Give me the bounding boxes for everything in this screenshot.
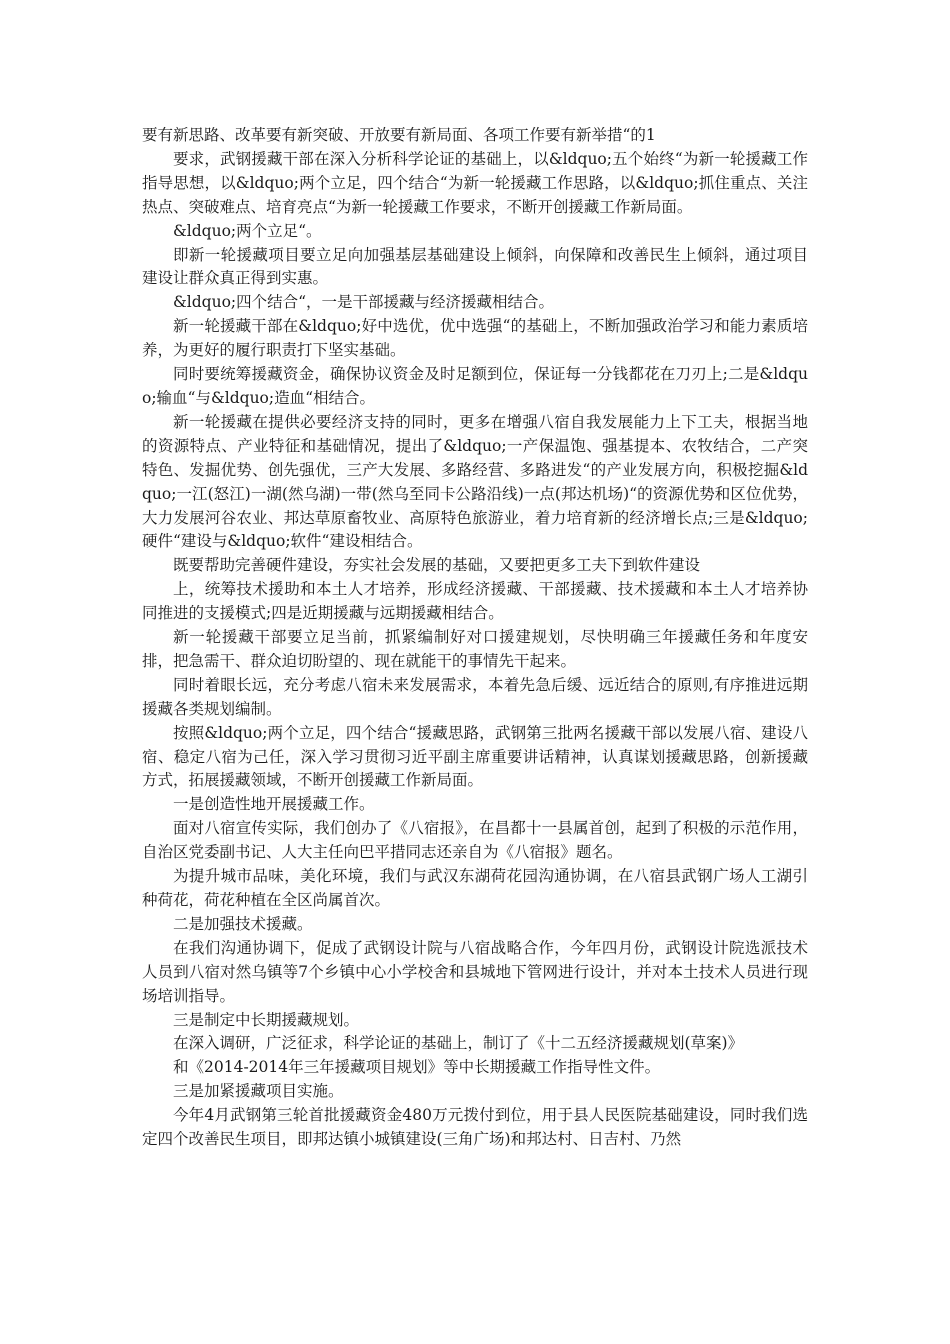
paragraph: 按照&ldquo;两个立足，四个结合“援藏思路，武钢第三批两名援藏干部以发展八宿、建设八宿、稳定八宿为己任，深入学习贯彻习近平副主席重要讲话精神，认真谋划援藏思路，创新援藏方式，拓展援藏领域，不断开创援藏工作新局面。 [142,723,808,790]
document-body [142,124,808,1152]
paragraph: 新一轮援藏在提供必要经济支持的同时，更多在增强八宿自我发展能力上下工夫，根据当地的资源特点、产业特征和基础情况，提出了&ldquo;一产保温饱、强基提本、农牧结合，二产突特色、发掘优势、创先强优，三产大发展、多路经营、多路进发“的产业发展方向，积极挖掘&ldquo;一江(怒江)一湖(然乌湖)一带(然乌至同卡公路沿线)一点(邦达机场)“的资源优势和区位优势，大力发展河谷农业、邦达草原畜牧业、高原特色旅游业，着力培育新的经济增长点;三是&ldquo;硬件“建设与&ldquo;软件“建设相结合。 [142,412,808,551]
paragraph: 为提升城市品味，美化环境，我们与武汉东湖荷花园沟通协调，在八宿县武钢广场人工湖引种荷花，荷花种植在全区尚属首次。 [142,867,808,909]
paragraph: 同时着眼长远，充分考虑八宿未来发展需求，本着先急后缓、远近结合的原则,有序推进远期援藏各类规划编制。 [142,675,808,718]
paragraph: &ldquo;四个结合“，一是干部援藏与经济援藏相结合。 [173,293,555,312]
paragraph: 在深入调研，广泛征求，科学论证的基础上，制订了《十二五经济援藏规划(草案)》 [173,1034,744,1053]
paragraph: 在我们沟通协调下，促成了武钢设计院与八宿战略合作，今年四月份，武钢设计院选派技术人员到八宿对然乌镇等7个乡镇中心小学校舍和县城地下管网进行设计，并对本土技术人员进行现场培训指导。 [142,938,808,1005]
paragraph: &ldquo;两个立足“。 [173,221,322,240]
paragraph: 和《2014-2014年三年援藏项目规划》等中长期援藏工作指导性文件。 [173,1058,661,1077]
paragraph: 既要帮助完善硬件建设，夯实社会发展的基础，又要把更多工夫下到软件建设 [173,556,701,575]
paragraph: 即新一轮援藏项目要立足向加强基层基础建设上倾斜，向保障和改善民生上倾斜，通过项目建设让群众真正得到实惠。 [142,245,808,288]
paragraph: 同时要统筹援藏资金，确保协议资金及时足额到位，保证每一分钱都花在刀刃上;二是&ldquo;输血“与&ldquo;造血“相结合。 [142,365,808,407]
paragraph: 三是加紧援藏项目实施。 [173,1082,344,1101]
paragraph: 上，统筹技术援助和本土人才培养，形成经济援藏、干部援藏、技术援藏和本土人才培养协同推进的支援模式;四是近期援藏与远期援藏相结合。 [142,580,808,623]
paragraph: 要求，武钢援藏干部在深入分析科学论证的基础上，以&ldquo;五个始终“为新一轮援藏工作指导思想，以&ldquo;两个立足，四个结合“为新一轮援藏工作思路，以&ldquo;抓住重点、关注热点、突破难点、培育亮点“为新一轮援藏工作要求，不断开创援藏工作新局面。 [142,149,808,216]
paragraph: 新一轮援藏干部要立足当前，抓紧编制好对口援建规划，尽快明确三年援藏任务和年度安排，把急需干、群众迫切盼望的、现在就能干的事情先干起来。 [142,628,808,670]
paragraph: 三是制定中长期援藏规划。 [173,1010,360,1029]
paragraph: 面对八宿宣传实际，我们创办了《八宿报》，在昌都十一县属首创，起到了积极的示范作用，自治区党委副书记、人大主任向巴平措同志还亲自为《八宿报》题名。 [142,819,808,862]
paragraph: 新一轮援藏干部在&ldquo;好中选优，优中选强“的基础上，不断加强政治学习和能力素质培养，为更好的履行职责打下坚实基础。 [142,317,808,360]
paragraph: 一是创造性地开展援藏工作。 [173,795,375,814]
paragraph: 要有新思路、改革要有新突破、开放要有新局面、各项工作要有新举措“的1 [142,126,656,144]
paragraph: 二是加强技术援藏。 [173,914,313,933]
paragraph: 今年4月武钢第三轮首批援藏资金480万元拨付到位，用于县人民医院基础建设，同时我们选定四个改善民生项目，即邦达镇小城镇建设(三角广场)和邦达村、日吉村、乃然 [142,1106,808,1149]
